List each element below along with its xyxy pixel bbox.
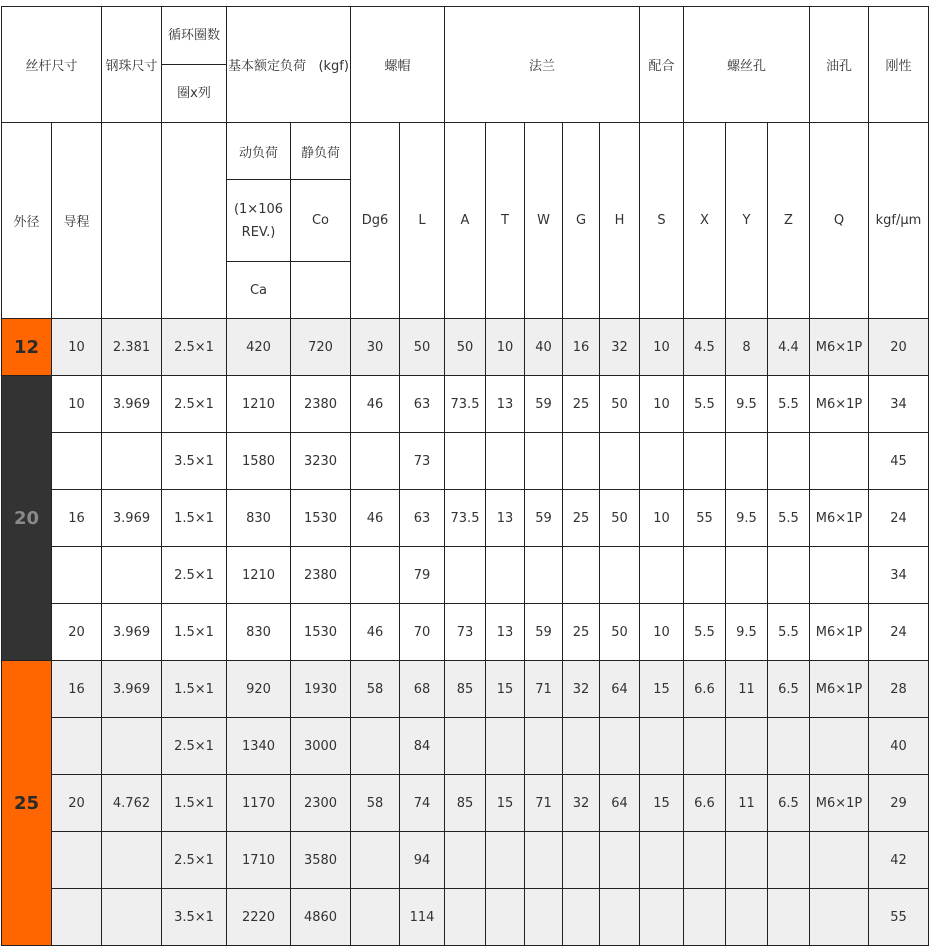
header-oil-hole: 油孔: [810, 7, 869, 123]
cell-K: 24: [869, 604, 929, 661]
cell-Q: [810, 433, 869, 490]
header-W: W: [525, 123, 563, 319]
cell-L: 70: [400, 604, 445, 661]
cell-S: [640, 547, 684, 604]
cell-circ: 2.5×1: [162, 376, 227, 433]
cell-dg6: 58: [351, 775, 400, 832]
header-bolt-hole: 螺丝孔: [684, 7, 810, 123]
cell-dg6: [351, 718, 400, 775]
cell-ball: [102, 889, 162, 946]
table-row: [2, 661, 929, 718]
header-S: S: [640, 123, 684, 319]
header-X: X: [684, 123, 726, 319]
cell-Y: 11: [726, 775, 768, 832]
cell-dg6: 46: [351, 376, 400, 433]
cell-S: 10: [640, 490, 684, 547]
cell-circ: 1.5×1: [162, 661, 227, 718]
cell-Y: [726, 547, 768, 604]
header-row-load-types: [2, 123, 929, 180]
cell-G: 25: [563, 490, 600, 547]
table-row: [2, 547, 929, 604]
cell-co: 1530: [291, 490, 351, 547]
cell-lead: 16: [52, 661, 102, 718]
cell-ca: 1210: [227, 376, 291, 433]
cell-K: 40: [869, 718, 929, 775]
header-co: Co: [291, 180, 351, 262]
cell-W: 59: [525, 490, 563, 547]
cell-X: 55: [684, 490, 726, 547]
cell-dg6: [351, 889, 400, 946]
header-ca: Ca: [227, 262, 291, 319]
cell-K: 29: [869, 775, 929, 832]
cell-lead: [52, 832, 102, 889]
cell-lead: [52, 718, 102, 775]
cell-T: 13: [486, 376, 525, 433]
table-row: [2, 832, 929, 889]
cell-lead: [52, 889, 102, 946]
cell-G: [563, 547, 600, 604]
cell-circ: 3.5×1: [162, 889, 227, 946]
cell-W: 40: [525, 319, 563, 376]
cell-lead: 20: [52, 604, 102, 661]
header-fit: 配合: [640, 7, 684, 123]
header-row-groups: [2, 7, 929, 123]
cell-ball: [102, 433, 162, 490]
cell-lead: 10: [52, 319, 102, 376]
cell-L: 114: [400, 889, 445, 946]
cell-S: [640, 718, 684, 775]
outer-diameter-cell: 20: [2, 376, 52, 661]
header-H: H: [600, 123, 640, 319]
cell-dg6: 46: [351, 604, 400, 661]
cell-S: [640, 889, 684, 946]
cell-X: [684, 547, 726, 604]
cell-Q: M6×1P: [810, 661, 869, 718]
cell-T: [486, 718, 525, 775]
cell-L: 94: [400, 832, 445, 889]
cell-Q: M6×1P: [810, 490, 869, 547]
cell-co: 2380: [291, 376, 351, 433]
cell-S: [640, 832, 684, 889]
cell-K: 34: [869, 376, 929, 433]
cell-X: 6.6: [684, 661, 726, 718]
cell-A: [445, 547, 486, 604]
cell-co: 2300: [291, 775, 351, 832]
header-basic-load: [227, 7, 351, 123]
cell-dg6: [351, 547, 400, 604]
cell-co: 4860: [291, 889, 351, 946]
ball-screw-spec-table: [1, 6, 929, 946]
cell-S: 10: [640, 376, 684, 433]
cell-Z: 6.5: [768, 775, 810, 832]
cell-H: [600, 889, 640, 946]
cell-W: 59: [525, 376, 563, 433]
cell-dg6: 30: [351, 319, 400, 376]
cell-K: 34: [869, 547, 929, 604]
cell-ball: 3.969: [102, 604, 162, 661]
cell-Z: 6.5: [768, 661, 810, 718]
cell-Y: 8: [726, 319, 768, 376]
cell-T: 15: [486, 661, 525, 718]
table-row: [2, 490, 929, 547]
cell-ca: 1580: [227, 433, 291, 490]
header-rev: (1×106 REV.): [227, 180, 291, 262]
cell-H: 64: [600, 661, 640, 718]
cell-T: [486, 832, 525, 889]
cell-W: [525, 547, 563, 604]
cell-X: [684, 889, 726, 946]
cell-K: 45: [869, 433, 929, 490]
cell-Y: 9.5: [726, 490, 768, 547]
cell-Y: 11: [726, 661, 768, 718]
header-circuits: [162, 7, 227, 123]
cell-X: [684, 832, 726, 889]
cell-co: 2380: [291, 547, 351, 604]
header-A: A: [445, 123, 486, 319]
cell-T: [486, 547, 525, 604]
cell-L: 68: [400, 661, 445, 718]
cell-Q: [810, 547, 869, 604]
cell-A: 50: [445, 319, 486, 376]
cell-Z: 5.5: [768, 490, 810, 547]
cell-dg6: [351, 832, 400, 889]
cell-K: 24: [869, 490, 929, 547]
cell-L: 63: [400, 490, 445, 547]
cell-W: [525, 718, 563, 775]
cell-ca: 830: [227, 604, 291, 661]
cell-S: 15: [640, 775, 684, 832]
table-row: [2, 718, 929, 775]
cell-ball: [102, 832, 162, 889]
cell-lead: [52, 547, 102, 604]
cell-L: 73: [400, 433, 445, 490]
header-G: G: [563, 123, 600, 319]
header-ball-size: 钢珠尺寸: [102, 7, 162, 123]
cell-ball: 3.969: [102, 661, 162, 718]
cell-H: 32: [600, 319, 640, 376]
cell-Q: M6×1P: [810, 376, 869, 433]
cell-S: [640, 433, 684, 490]
cell-A: 73.5: [445, 376, 486, 433]
cell-H: 50: [600, 376, 640, 433]
cell-co: 1930: [291, 661, 351, 718]
cell-Y: [726, 718, 768, 775]
table-row: [2, 319, 929, 376]
cell-L: 63: [400, 376, 445, 433]
cell-ca: 1340: [227, 718, 291, 775]
table-row: [2, 433, 929, 490]
cell-S: 10: [640, 604, 684, 661]
cell-G: [563, 832, 600, 889]
cell-G: 32: [563, 775, 600, 832]
cell-K: 55: [869, 889, 929, 946]
cell-ca: 1170: [227, 775, 291, 832]
cell-X: [684, 433, 726, 490]
cell-H: 50: [600, 604, 640, 661]
cell-ball: 3.969: [102, 376, 162, 433]
cell-A: [445, 832, 486, 889]
cell-X: 5.5: [684, 604, 726, 661]
header-flange: 法兰: [445, 7, 640, 123]
header-Z: Z: [768, 123, 810, 319]
header-L: L: [400, 123, 445, 319]
cell-ca: 2220: [227, 889, 291, 946]
cell-Q: [810, 889, 869, 946]
cell-Z: [768, 547, 810, 604]
table-row: [2, 376, 929, 433]
cell-circ: 2.5×1: [162, 319, 227, 376]
cell-G: 16: [563, 319, 600, 376]
header-screw-size: 丝杆尺寸: [2, 7, 102, 123]
cell-lead: 10: [52, 376, 102, 433]
header-T: T: [486, 123, 525, 319]
cell-circ: 2.5×1: [162, 547, 227, 604]
cell-Z: 5.5: [768, 604, 810, 661]
cell-circ: 2.5×1: [162, 832, 227, 889]
cell-G: 25: [563, 376, 600, 433]
header-basic-load-unit: (kgf): [318, 59, 349, 74]
table-body: [2, 7, 929, 946]
cell-ball: [102, 718, 162, 775]
cell-L: 79: [400, 547, 445, 604]
cell-H: 64: [600, 775, 640, 832]
cell-dg6: 58: [351, 661, 400, 718]
cell-A: 85: [445, 775, 486, 832]
cell-ball: 2.381: [102, 319, 162, 376]
cell-circ: 1.5×1: [162, 775, 227, 832]
cell-circ: 1.5×1: [162, 604, 227, 661]
header-dg6: Dg6: [351, 123, 400, 319]
cell-W: 71: [525, 775, 563, 832]
cell-Z: [768, 433, 810, 490]
cell-co: 3580: [291, 832, 351, 889]
cell-dg6: [351, 433, 400, 490]
header-co-empty: [291, 262, 351, 319]
cell-Q: M6×1P: [810, 319, 869, 376]
cell-G: [563, 718, 600, 775]
cell-ball: 3.969: [102, 490, 162, 547]
cell-G: [563, 889, 600, 946]
cell-H: [600, 547, 640, 604]
header-stiffness: 刚性: [869, 7, 929, 123]
cell-Y: [726, 433, 768, 490]
cell-X: 4.5: [684, 319, 726, 376]
header-Y: Y: [726, 123, 768, 319]
cell-W: [525, 889, 563, 946]
cell-Z: [768, 832, 810, 889]
cell-ca: 1210: [227, 547, 291, 604]
cell-ca: 1710: [227, 832, 291, 889]
cell-Z: 5.5: [768, 376, 810, 433]
cell-Q: [810, 832, 869, 889]
cell-A: [445, 718, 486, 775]
cell-T: [486, 433, 525, 490]
cell-A: [445, 889, 486, 946]
cell-T: 15: [486, 775, 525, 832]
cell-ca: 420: [227, 319, 291, 376]
header-static-load: 静负荷: [291, 123, 351, 180]
cell-Z: [768, 718, 810, 775]
cell-Y: 9.5: [726, 604, 768, 661]
cell-T: 10: [486, 319, 525, 376]
cell-Y: [726, 889, 768, 946]
cell-circ: 1.5×1: [162, 490, 227, 547]
cell-ball: [102, 547, 162, 604]
cell-K: 28: [869, 661, 929, 718]
table-row: [2, 604, 929, 661]
cell-A: [445, 433, 486, 490]
header-circuits-empty: [162, 123, 227, 319]
cell-L: 74: [400, 775, 445, 832]
header-circuits-sub: 圈x列: [177, 86, 211, 101]
cell-T: 13: [486, 604, 525, 661]
cell-S: 10: [640, 319, 684, 376]
cell-circ: 2.5×1: [162, 718, 227, 775]
cell-L: 50: [400, 319, 445, 376]
cell-Q: M6×1P: [810, 775, 869, 832]
cell-co: 3230: [291, 433, 351, 490]
cell-co: 3000: [291, 718, 351, 775]
cell-Z: [768, 889, 810, 946]
cell-X: [684, 718, 726, 775]
cell-A: 85: [445, 661, 486, 718]
cell-K: 42: [869, 832, 929, 889]
header-nut: 螺帽: [351, 7, 445, 123]
cell-Y: [726, 832, 768, 889]
header-dynamic-load: 动负荷: [227, 123, 291, 180]
cell-lead: 16: [52, 490, 102, 547]
table-row: [2, 775, 929, 832]
cell-S: 15: [640, 661, 684, 718]
header-stiffness-unit: kgf/μm: [869, 123, 929, 319]
cell-Q: [810, 718, 869, 775]
header-outer-diameter: 外径: [2, 123, 52, 319]
cell-A: 73.5: [445, 490, 486, 547]
header-Q: Q: [810, 123, 869, 319]
cell-H: 50: [600, 490, 640, 547]
header-ball-empty: [102, 123, 162, 319]
cell-K: 20: [869, 319, 929, 376]
cell-G: 32: [563, 661, 600, 718]
cell-Q: M6×1P: [810, 604, 869, 661]
header-basic-load-label: 基本额定负荷: [228, 59, 307, 74]
cell-Y: 9.5: [726, 376, 768, 433]
cell-G: [563, 433, 600, 490]
cell-W: 59: [525, 604, 563, 661]
cell-H: [600, 433, 640, 490]
cell-G: 25: [563, 604, 600, 661]
cell-lead: [52, 433, 102, 490]
cell-X: 5.5: [684, 376, 726, 433]
cell-W: [525, 832, 563, 889]
cell-ca: 830: [227, 490, 291, 547]
cell-circ: 3.5×1: [162, 433, 227, 490]
cell-T: [486, 889, 525, 946]
cell-X: 6.6: [684, 775, 726, 832]
cell-Z: 4.4: [768, 319, 810, 376]
header-circuits-label: 循环圈数: [162, 7, 226, 65]
cell-co: 1530: [291, 604, 351, 661]
outer-diameter-cell: 12: [2, 319, 52, 376]
cell-W: [525, 433, 563, 490]
cell-dg6: 46: [351, 490, 400, 547]
cell-ball: 4.762: [102, 775, 162, 832]
cell-H: [600, 832, 640, 889]
table-row: [2, 889, 929, 946]
header-lead: 导程: [52, 123, 102, 319]
cell-W: 71: [525, 661, 563, 718]
cell-H: [600, 718, 640, 775]
cell-lead: 20: [52, 775, 102, 832]
outer-diameter-cell: 25: [2, 661, 52, 946]
cell-A: 73: [445, 604, 486, 661]
cell-T: 13: [486, 490, 525, 547]
cell-co: 720: [291, 319, 351, 376]
cell-ca: 920: [227, 661, 291, 718]
cell-L: 84: [400, 718, 445, 775]
